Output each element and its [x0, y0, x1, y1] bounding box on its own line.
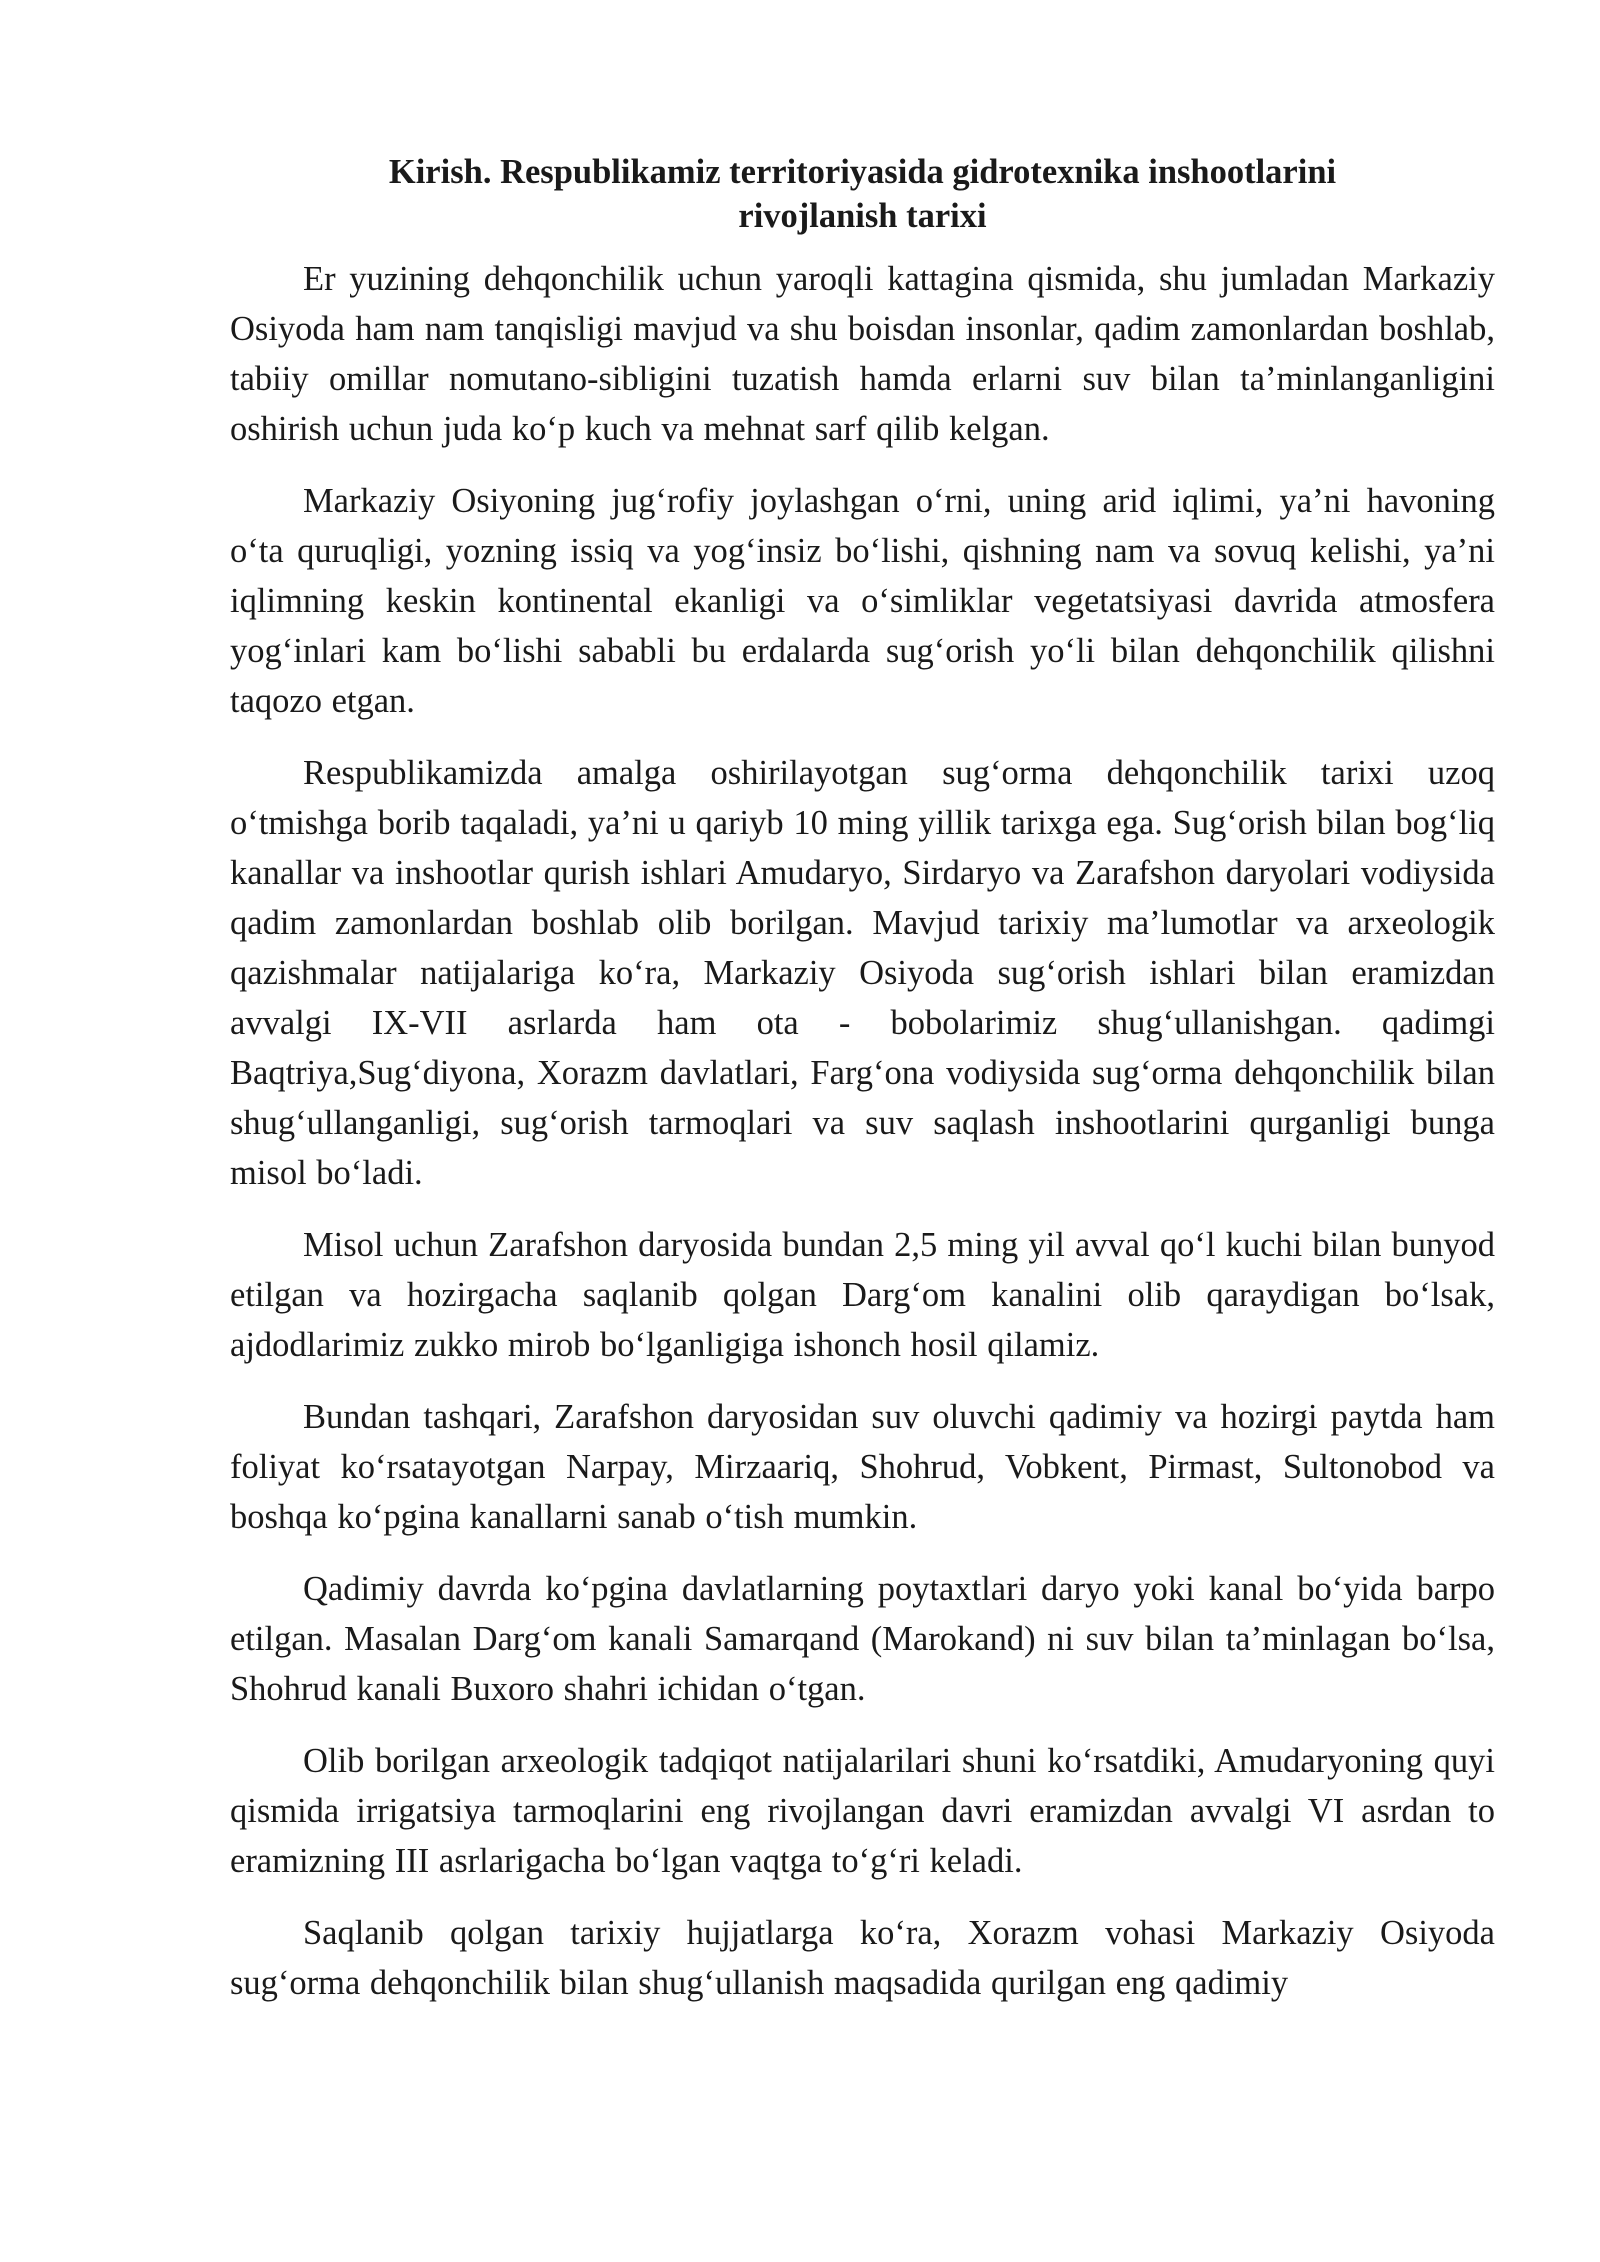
- paragraph-6: Qadimiy davrda ko‘pgina davlatlarning poytaxtlari daryo yoki kanal bo‘yida barpo etilgan. Masalan Darg‘om kanali Samarqand (Marokand) ni suv bilan ta’minlagan bo‘lsa, Shohrud kanali Buxoro shahri ichidan o‘tgan.: [230, 1570, 1495, 1708]
- document-title: [230, 150, 1495, 238]
- title-line-1: Kirish. Respublikamiz territoriyasida gidrotexnika inshootlarini: [388, 153, 1337, 191]
- paragraph-8: Saqlanib qolgan tarixiy hujjatlarga ko‘ra, Xorazm vohasi Markaziy Osiyoda sug‘orma dehqonchilik bilan shug‘ullanish maqsadida qurilgan eng qadimiy: [230, 1914, 1495, 2002]
- title-line-2: rivojlanish tarixi: [738, 197, 987, 235]
- document-body: [230, 150, 1495, 2030]
- paragraph-2: Markaziy Osiyoning jug‘rofiy joylashgan o‘rni, uning arid iqlimi, ya’ni havoning o‘ta quruqligi, yozning issiq va yog‘insiz bo‘lishi, qishning nam va sovuq kelishi, ya’ni iqlimning keskin kontinental ekanligi va o‘simliklar vegetatsiyasi davrida atmosfera yog‘inlari kam bo‘lishi sababli bu erdalarda sug‘orish yo‘li bilan dehqonchilik qilishni taqozo etgan.: [230, 482, 1495, 720]
- paragraph-3: Respublikamizda amalga oshirilayotgan sug‘orma dehqonchilik tarixi uzoq o‘tmishga borib taqaladi, ya’ni u qariyb 10 ming yillik tarixga ega. Sug‘orish bilan bog‘liq kanallar va inshootlar qurish ishlari Amudaryo, Sirdaryo va Zarafshon daryolari vodiysida qadim zamonlardan boshlab olib borilgan. Mavjud tarixiy ma’lumotlar va arxeologik qazishmalar natijalariga ko‘ra, Markaziy Osiyoda sug‘orish ishlari bilan eramizdan avvalgi IX-VII asrlarda ham ota - bobolarimiz shug‘ullanishgan. qadimgi Baqtriya,Sug‘diyona, Xorazm davlatlari, Farg‘ona vodiysida sug‘orma dehqonchilik bilan shug‘ullanganligi, sug‘orish tarmoqlari va suv saqlash inshootlarini qurganligi bunga misol bo‘ladi.: [230, 754, 1495, 1192]
- paragraph-7: Olib borilgan arxeologik tadqiqot natijalarilari shuni ko‘rsatdiki, Amudaryoning quyi qismida irrigatsiya tarmoqlarini eng rivojlangan davri eramizdan avvalgi VI asrdan to eramizning III asrlarigacha bo‘lgan vaqtga to‘g‘ri keladi.: [230, 1742, 1495, 1880]
- paragraph-4: Misol uchun Zarafshon daryosida bundan 2,5 ming yil avval qo‘l kuchi bilan bunyod etilgan va hozirgacha saqlanib qolgan Darg‘om kanalini olib qaraydigan bo‘lsak, ajdodlarimiz zukko mirob bo‘lganligiga ishonch hosil qilamiz.: [230, 1226, 1495, 1364]
- paragraph-5: Bundan tashqari, Zarafshon daryosidan suv oluvchi qadimiy va hozirgi paytda ham foliyat ko‘rsatayotgan Narpay, Mirzaariq, Shohrud, Vobkent, Pirmast, Sultonobod va boshqa ko‘pgina kanallarni sanab o‘tish mumkin.: [230, 1398, 1495, 1536]
- paragraph-1: Er yuzining dehqonchilik uchun yaroqli kattagina qismida, shu jumladan Markaziy Osiyoda ham nam tanqisligi mavjud va shu boisdan insonlar, qadim zamonlardan boshlab, tabiiy omillar nomutano-sibligini tuzatish hamda erlarni suv bilan ta’minlanganligini oshirish uchun juda ko‘p kuch va mehnat sarf qilib kelgan.: [230, 260, 1495, 448]
